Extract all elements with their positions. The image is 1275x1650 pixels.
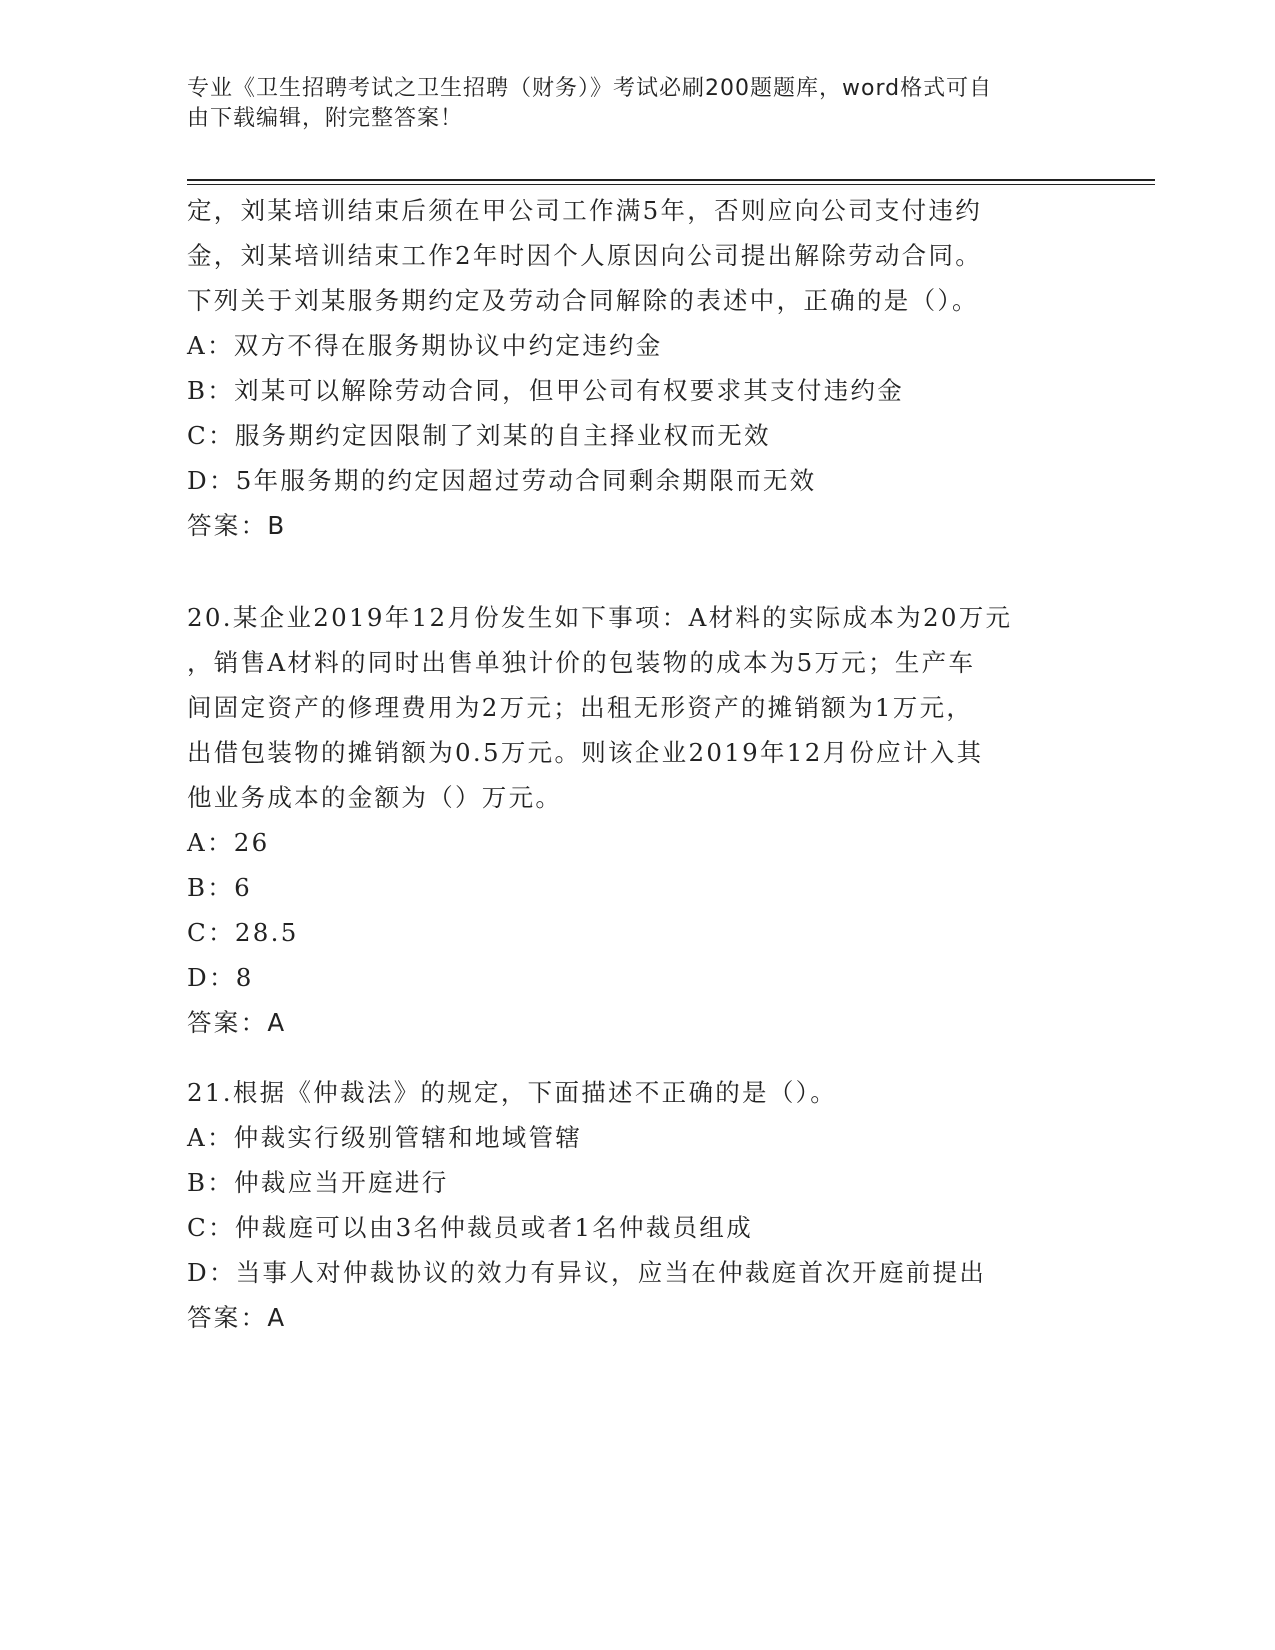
option-a: A：26 (187, 828, 270, 857)
question-text-line: ，销售A材料的同时出售单独计价的包装物的成本为5万元；生产车 (187, 648, 976, 677)
option-b: B：仲裁应当开庭进行 (187, 1168, 449, 1197)
answer-line: 答案：B (187, 511, 287, 540)
question-text-line: 他业务成本的金额为（）万元。 (187, 783, 563, 812)
answer-line: 答案：A (187, 1303, 287, 1332)
option-d: D：5年服务期的约定因超过劳动合同剩余期限而无效 (187, 466, 817, 495)
question-text-line: 21.根据《仲裁法》的规定，下面描述不正确的是（）。 (187, 1078, 838, 1107)
option-c: C：仲裁庭可以由3名仲裁员或者1名仲裁员组成 (187, 1213, 754, 1242)
option-c: C：28.5 (187, 918, 299, 947)
question-21 (187, 1070, 986, 1340)
header-line-2: 由下载编辑，附完整答案！ (187, 106, 464, 131)
document-header (187, 74, 1067, 134)
question-19 (187, 188, 982, 548)
question-text-line: 金，刘某培训结束工作2年时因个人原因向公司提出解除劳动合同。 (187, 241, 983, 270)
question-text-line: 定，刘某培训结束后须在甲公司工作满5年，否则应向公司支付违约 (187, 196, 983, 225)
option-a: A：双方不得在服务期协议中约定违约金 (187, 331, 663, 360)
header-rule-thin (187, 184, 1155, 185)
question-text-line: 20.某企业2019年12月份发生如下事项：A材料的实际成本为20万元 (187, 603, 1013, 632)
option-b: B：6 (187, 873, 252, 902)
answer-line: 答案：A (187, 1008, 287, 1037)
option-c: C：服务期约定因限制了刘某的自主择业权而无效 (187, 421, 771, 450)
question-text-line: 间固定资产的修理费用为2万元；出租无形资产的摊销额为1万元， (187, 693, 974, 722)
header-line-1: 专业《卫生招聘考试之卫生招聘（财务）》考试必刷200题题库，word格式可自 (187, 76, 993, 101)
question-20 (187, 595, 1012, 1045)
header-rule-thick (187, 179, 1155, 181)
option-a: A：仲裁实行级别管辖和地域管辖 (187, 1123, 583, 1152)
option-d: D：当事人对仲裁协议的效力有异议，应当在仲裁庭首次开庭前提出 (187, 1258, 987, 1287)
option-b: B：刘某可以解除劳动合同，但甲公司有权要求其支付违约金 (187, 376, 905, 405)
option-d: D：8 (187, 963, 254, 992)
question-text-line: 出借包装物的摊销额为0.5万元。则该企业2019年12月份应计入其 (187, 738, 984, 767)
question-text-line: 下列关于刘某服务期约定及劳动合同解除的表述中，正确的是（）。 (187, 286, 979, 315)
